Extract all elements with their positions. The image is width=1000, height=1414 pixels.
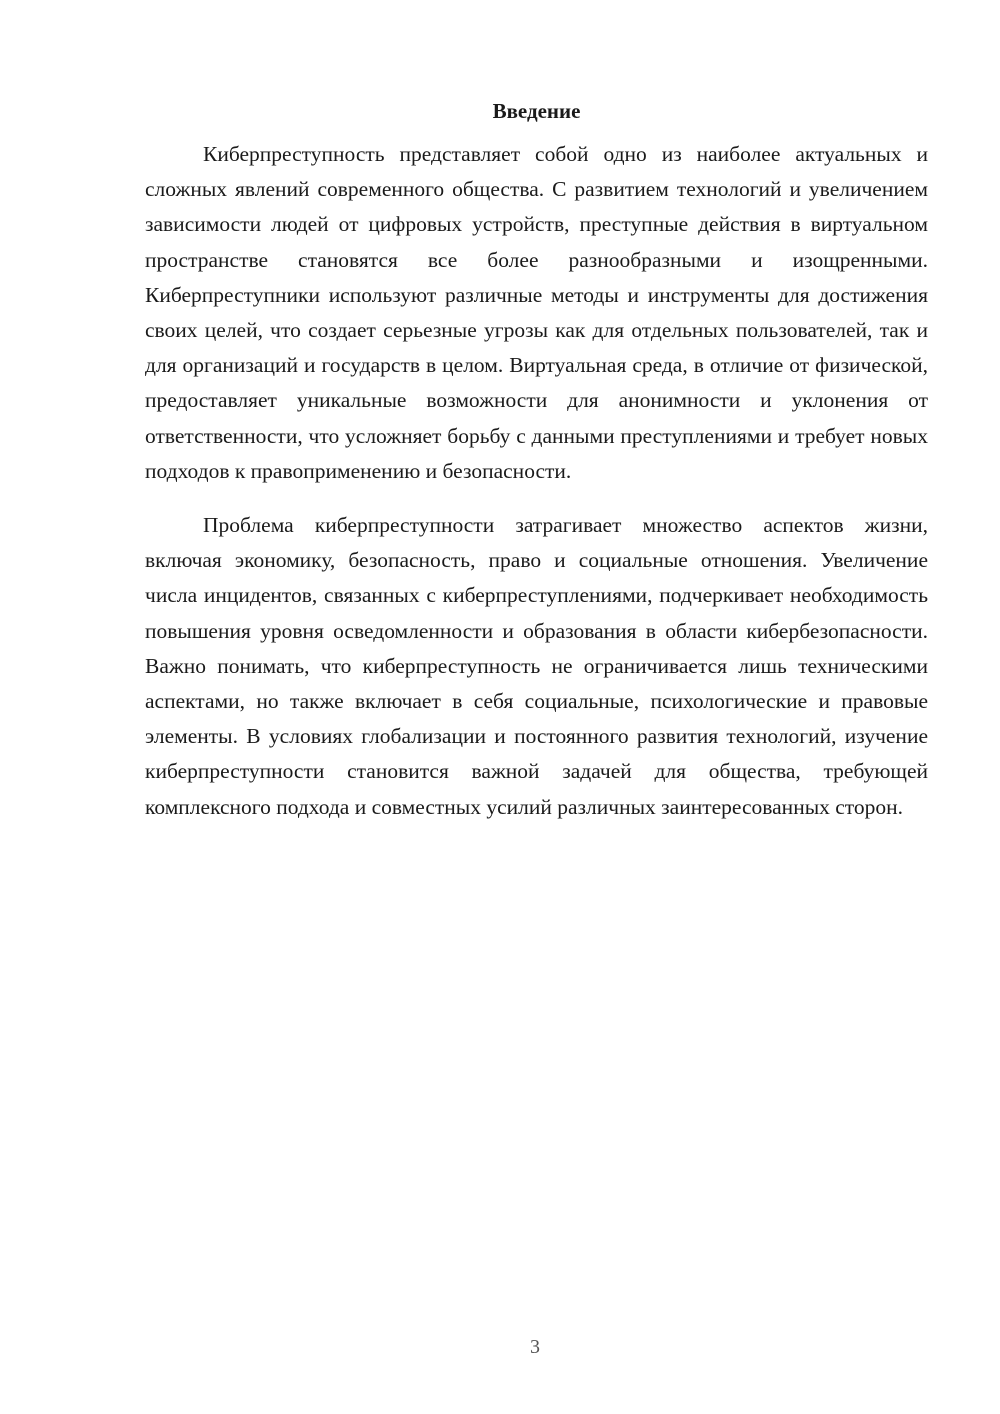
body-paragraph-1: Киберпреступность представляет собой одно из наиболее актуальных и сложных явлений современного общества. С развитием технологий и увеличением зависимости людей от цифровых устройств, преступные действия в виртуальном пространстве становятся все более разнообразными и изощренными. Киберпреступники используют различные методы и инструменты для достижения своих целей, что создает серьезные угрозы как для отдельных пользователей, так и для организаций и государств в целом. Виртуальная среда, в отличие от физической, предоставляет уникальные возможности для анонимности и уклонения от ответственности, что усложняет борьбу с данными преступлениями и требует новых подходов к правоприменению и безопасности. [145, 142, 928, 483]
section-heading: Введение [492, 99, 581, 123]
body-paragraph-2: Проблема киберпреступности затрагивает множество аспектов жизни, включая экономику, безопасность, право и социальные отношения. Увеличение числа инцидентов, связанных с киберпреступлениями, подчеркивает необходимость повышения уровня осведомленности и образования в области кибербезопасности. Важно понимать, что киберпреступность не ограничивается лишь техническими аспектами, но также включает в себя социальные, психологические и правовые элементы. В условиях глобализации и постоянного развития технологий, изучение киберпреступности становится важной задачей для общества, требующей комплексного подхода и совместных усилий различных заинтересованных сторон. [145, 513, 928, 819]
page-content [145, 96, 928, 825]
page-number: 3 [530, 1336, 540, 1358]
